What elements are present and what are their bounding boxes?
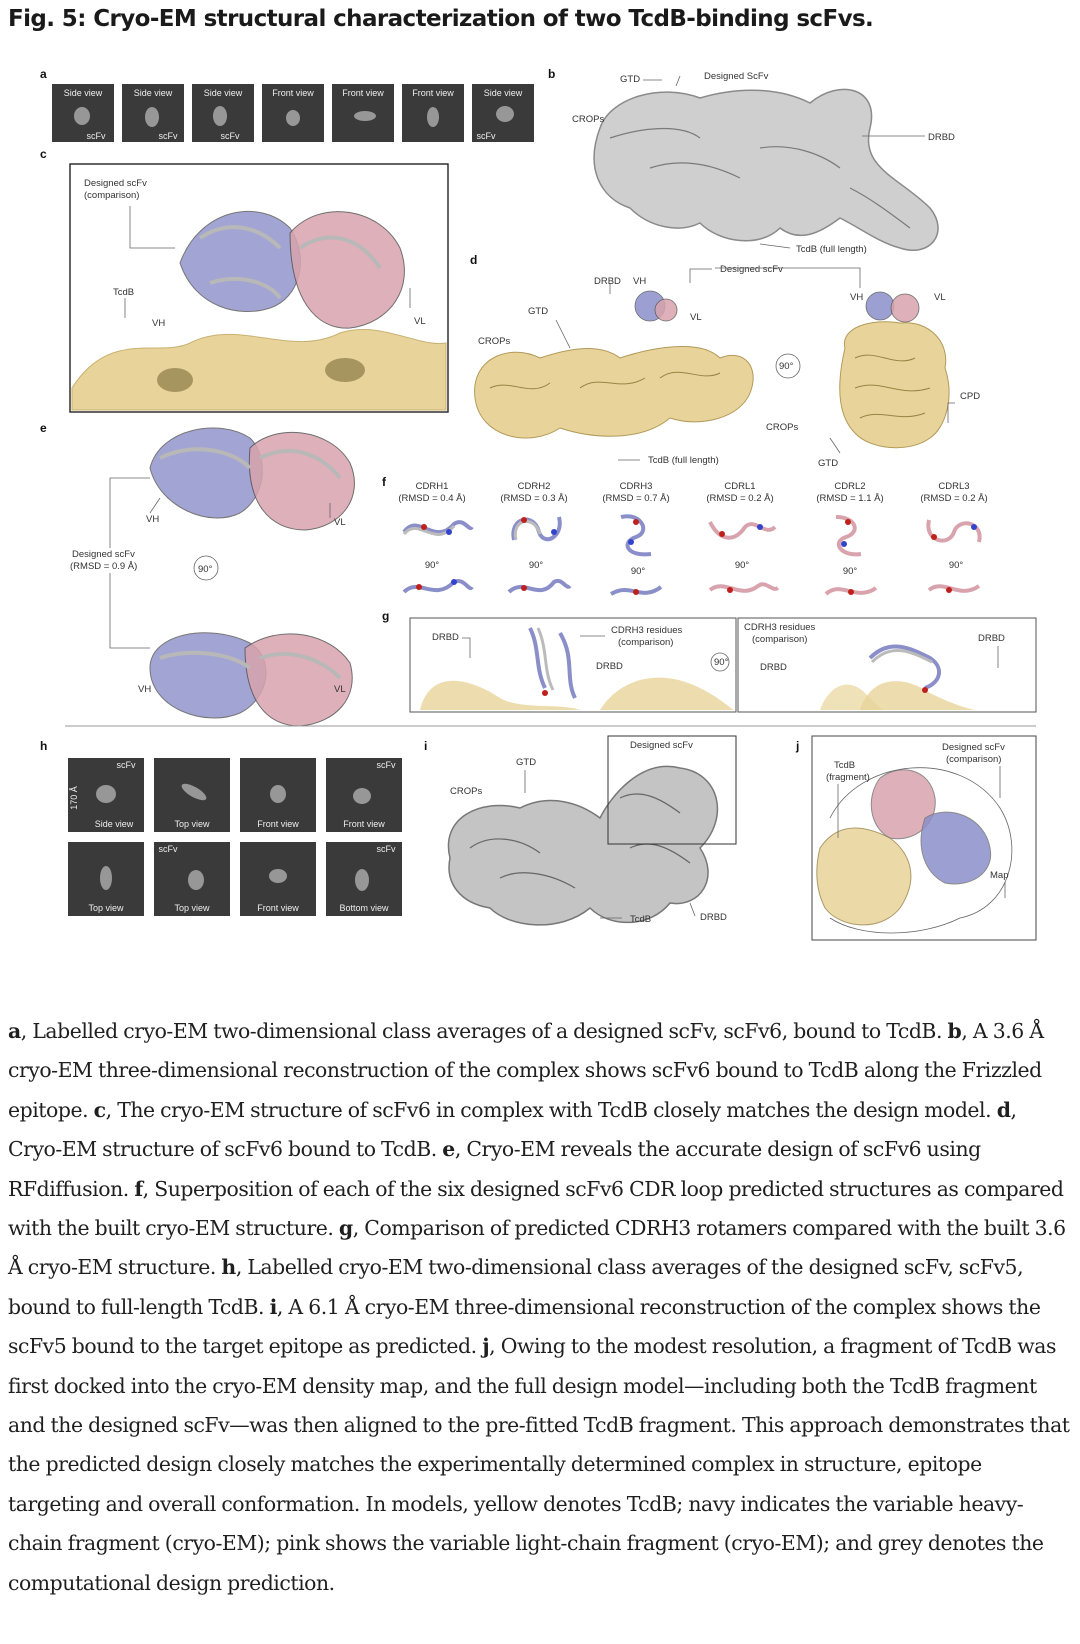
panel-h-letter: h bbox=[40, 739, 48, 753]
rotation-label: 90° bbox=[630, 566, 646, 577]
panel-d-structure bbox=[475, 264, 981, 469]
label-vh: VH bbox=[146, 514, 160, 525]
caption-text: , A 6.1 Å cryo-EM three-dimensional reconstruction of the complex shows the scFv5 bound to the target epitope as predicted. bbox=[8, 1294, 1041, 1359]
label-vl: VL bbox=[414, 316, 426, 327]
cdr-name: CDRL1 bbox=[724, 481, 756, 492]
panel-b-em-map bbox=[572, 71, 955, 255]
panel-e-letter: e bbox=[40, 421, 47, 435]
cdr-name: CDRL3 bbox=[938, 481, 970, 492]
caption-panel-letter: e bbox=[442, 1137, 455, 1162]
view-label: Front view bbox=[412, 88, 454, 98]
rotation-label: 90° bbox=[842, 566, 858, 577]
label-drbd: DRBD bbox=[700, 912, 727, 923]
panel-g-cdrh3-rotamers bbox=[410, 618, 1036, 712]
caption-panel-letter: i bbox=[269, 1294, 277, 1319]
label-comparison: (comparison) bbox=[84, 190, 140, 201]
scfv-tag: scFv bbox=[158, 844, 178, 854]
panel-c-letter: c bbox=[40, 147, 47, 161]
view-label: Front view bbox=[343, 819, 385, 829]
label-fragment: (fragment) bbox=[826, 772, 870, 783]
scfv-tag: scFv bbox=[220, 131, 240, 141]
rotation-label: 90° bbox=[528, 560, 544, 571]
label-drbd: DRBD bbox=[978, 633, 1005, 644]
label-vl: VL bbox=[334, 517, 346, 528]
label-cdrh3-residues: CDRH3 residues bbox=[611, 625, 683, 636]
label-vl: VL bbox=[334, 684, 346, 695]
panel-i-em-map bbox=[448, 736, 736, 925]
label-gtd: GTD bbox=[620, 74, 641, 85]
panel-a-class-averages bbox=[52, 84, 534, 142]
label-rotation: 90° bbox=[198, 564, 213, 575]
label-comparison: (comparison) bbox=[946, 754, 1002, 765]
label-gtd: GTD bbox=[516, 757, 537, 768]
label-comparison: (comparison) bbox=[752, 634, 808, 645]
panel-f-cdr-loops bbox=[398, 481, 987, 595]
cdr-name: CDRH2 bbox=[517, 481, 551, 492]
cdr-rmsd: (RMSD = 0.2 Å) bbox=[920, 493, 988, 504]
cdr-rmsd: (RMSD = 0.7 Å) bbox=[602, 493, 670, 504]
panel-g-letter: g bbox=[382, 609, 390, 623]
label-gtd: GTD bbox=[528, 306, 549, 317]
view-label: Front view bbox=[257, 903, 299, 913]
cdr-rmsd: (RMSD = 0.2 Å) bbox=[706, 493, 774, 504]
caption-panel-letter: d bbox=[996, 1097, 1011, 1122]
label-drbd: DRBD bbox=[760, 662, 787, 673]
label-cdrh3-residues: CDRH3 residues bbox=[744, 622, 816, 633]
label-designed-scfv: Designed scFv bbox=[720, 264, 783, 275]
view-label: Side view bbox=[483, 88, 523, 98]
label-map: Map bbox=[990, 870, 1009, 881]
view-label: Top view bbox=[174, 903, 210, 913]
label-drbd: DRBD bbox=[928, 132, 955, 143]
label-crops: CROPs bbox=[450, 786, 483, 797]
cdr-name: CDRH1 bbox=[415, 481, 449, 492]
view-label: Front view bbox=[342, 88, 384, 98]
view-label: Top view bbox=[88, 903, 124, 913]
label-tcdb: TcdB bbox=[113, 287, 135, 298]
label-tcdb-full-length: TcdB (full length) bbox=[796, 244, 867, 255]
caption-text: , Labelled cryo-EM two-dimensional class averages of a designed scFv, scFv6, bound to TcdB. bbox=[20, 1019, 948, 1043]
label-rotation: 90° bbox=[779, 361, 794, 372]
label-crops: CROPs bbox=[766, 422, 799, 433]
view-label: Front view bbox=[257, 819, 299, 829]
label-designed-scfv: Designed ScFv bbox=[704, 71, 769, 82]
caption-text: , Owing to the modest resolution, a fragment of TcdB was first docked into the cryo-EM density map, and the full design model—including both the TcdB fragment and the designed scFv—was then aligned to the pre-fitted TcdB fragment. This approach demonstrates that the predicted design closely matches the experimentally determined complex in structure, epitope targeting and overall conformation. In models, yellow denotes TcdB; navy indicates the variable heavy-chain fragment (cryo-EM); pink shows the variable light-chain fragment (cryo-EM); and grey denotes the computational design prediction. bbox=[8, 1334, 1070, 1595]
caption-text: , Comparison of predicted CDRH3 rotamers compared with the built 3.6 Å cryo-EM structure. bbox=[8, 1216, 1066, 1280]
caption-text: , Cryo-EM reveals the accurate design of scFv6 using RFdiffusion. bbox=[8, 1137, 981, 1201]
view-label: Front view bbox=[272, 88, 314, 98]
scfv-tag: scFv bbox=[158, 131, 178, 141]
label-tcdb: TcdB bbox=[630, 914, 652, 925]
label-vh: VH bbox=[633, 276, 647, 287]
scfv-tag: scFv bbox=[476, 131, 496, 141]
label-drbd: DRBD bbox=[596, 661, 623, 672]
view-label: Side view bbox=[203, 88, 243, 98]
label-gtd: GTD bbox=[818, 458, 839, 469]
caption-text: , Labelled cryo-EM two-dimensional class averages of the designed scFv, scFv5, bound to full-length TcdB. bbox=[8, 1255, 1024, 1319]
caption-panel-letter: a bbox=[8, 1019, 21, 1043]
figure-panels bbox=[0, 58, 1080, 988]
view-label: Side view bbox=[63, 88, 103, 98]
caption-panel-letter: g bbox=[338, 1216, 353, 1241]
panel-a-letter: a bbox=[40, 67, 47, 81]
scale-bar-label: 170 Å bbox=[69, 786, 79, 810]
cdr-name: CDRL2 bbox=[834, 481, 866, 492]
scfv-tag: scFv bbox=[86, 131, 106, 141]
scfv-tag: scFv bbox=[116, 760, 136, 770]
panel-j-docked-model bbox=[812, 736, 1036, 940]
label-vh: VH bbox=[138, 684, 152, 695]
caption-panel-letter: f bbox=[134, 1176, 143, 1201]
label-drbd: DRBD bbox=[594, 276, 621, 287]
caption-panel-letter: b bbox=[947, 1019, 962, 1043]
label-comparison: (comparison) bbox=[618, 637, 674, 648]
panel-i-letter: i bbox=[424, 739, 428, 753]
panel-h-class-averages bbox=[68, 758, 402, 916]
panel-j-letter: j bbox=[796, 739, 800, 753]
view-label: Bottom view bbox=[339, 903, 389, 913]
label-tcdb: TcdB bbox=[834, 760, 856, 771]
view-label: Side view bbox=[133, 88, 173, 98]
caption-text: , Superposition of each of the six designed scFv6 CDR loop predicted structures as compared with the built cryo-EM structure. bbox=[8, 1176, 1064, 1241]
figure-title: Fig. 5: Cryo-EM structural characterization of two TcdB-binding scFvs. bbox=[8, 6, 874, 32]
rotation-label: 90° bbox=[734, 560, 750, 571]
panel-d-letter: d bbox=[470, 253, 478, 267]
scfv-tag: scFv bbox=[376, 760, 396, 770]
rotation-label: 90° bbox=[424, 560, 440, 571]
label-cpd: CPD bbox=[960, 391, 981, 402]
scfv-tag: scFv bbox=[376, 844, 396, 854]
label-vl: VL bbox=[934, 292, 946, 303]
label-rmsd: (RMSD = 0.9 Å) bbox=[70, 561, 138, 572]
cdr-rmsd: (RMSD = 1.1 Å) bbox=[816, 493, 884, 504]
label-designed-scfv: Designed scFv bbox=[630, 740, 693, 751]
caption-text: , A 3.6 Å cryo-EM three-dimensional reconstruction of the complex shows scFv6 bound to TcdB along the Frizzled epitope. bbox=[8, 1019, 1044, 1122]
caption-text: , The cryo-EM structure of scFv6 in complex with TcdB closely matches the design model. bbox=[105, 1097, 997, 1122]
rotation-label: 90° bbox=[948, 560, 964, 571]
label-tcdb-full-length: TcdB (full length) bbox=[648, 455, 719, 466]
panel-b-letter: b bbox=[548, 67, 556, 81]
view-label: Side view bbox=[94, 819, 134, 829]
label-drbd: DRBD bbox=[432, 632, 459, 643]
cdr-rmsd: (RMSD = 0.4 Å) bbox=[398, 493, 466, 504]
caption-panel-letter: j bbox=[482, 1334, 490, 1359]
caption-panel-letter: h bbox=[221, 1255, 236, 1280]
panel-f-letter: f bbox=[382, 475, 386, 489]
label-vh: VH bbox=[850, 292, 864, 303]
label-vl: VL bbox=[690, 312, 702, 323]
label-crops: CROPs bbox=[478, 336, 511, 347]
caption-text: , Cryo-EM structure of scFv6 bound to TcdB. bbox=[8, 1097, 1017, 1162]
label-rotation: 90° bbox=[714, 657, 729, 668]
cdr-rmsd: (RMSD = 0.3 Å) bbox=[500, 493, 568, 504]
panel-c-design-comparison bbox=[70, 164, 448, 412]
view-label: Top view bbox=[174, 819, 210, 829]
figure-caption bbox=[8, 1012, 1070, 1603]
label-vh: VH bbox=[152, 318, 166, 329]
cdr-name: CDRH3 bbox=[619, 481, 653, 492]
label-designed-scfv: Designed scFv bbox=[84, 178, 147, 189]
label-designed-scfv: Designed scFv bbox=[942, 742, 1005, 753]
label-crops: CROPs bbox=[572, 114, 605, 125]
caption-panel-letter: c bbox=[93, 1097, 106, 1122]
panel-e-structure bbox=[70, 428, 354, 726]
label-designed-scfv: Designed scFv bbox=[72, 549, 135, 560]
